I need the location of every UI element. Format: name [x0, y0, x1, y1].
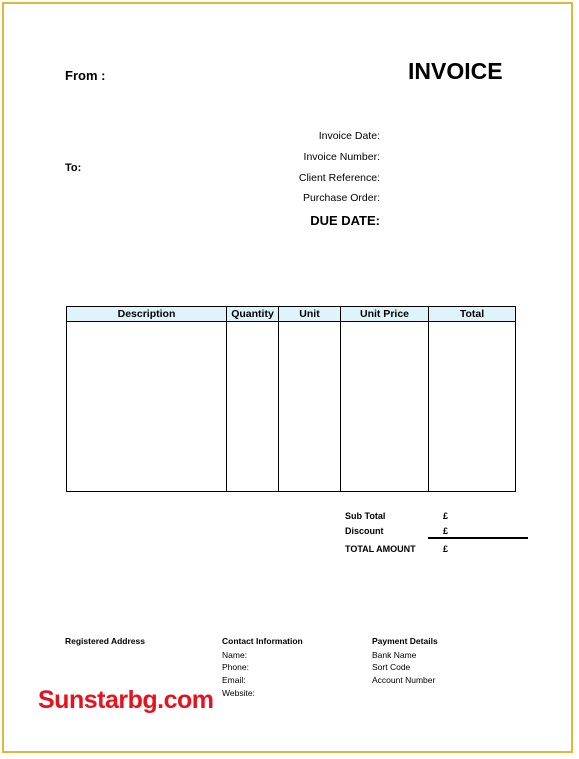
invoice-date-label: Invoice Date: [318, 130, 380, 142]
total-cell[interactable] [429, 322, 516, 492]
payment-details-heading: Payment Details [372, 636, 438, 646]
invoice-title: INVOICE [408, 58, 503, 84]
column-header-unit-price: Unit Price [341, 307, 429, 322]
contact-information-heading: Contact Information [222, 636, 303, 646]
column-header-quantity: Quantity [227, 307, 279, 322]
account-number-label: Account Number [372, 675, 436, 685]
quantity-cell[interactable] [227, 322, 279, 492]
discount-currency: £ [443, 526, 449, 536]
total-amount-label: TOTAL AMOUNT [345, 544, 416, 554]
from-label: From : [65, 68, 106, 83]
to-label: To: [65, 162, 82, 174]
contact-email-label: Email: [222, 675, 246, 685]
column-header-unit: Unit [279, 307, 341, 322]
purchase-order-label: Purchase Order: [302, 192, 380, 204]
column-header-total: Total [429, 307, 516, 322]
sub-total-label: Sub Total [345, 511, 386, 521]
due-date-label: DUE DATE: [310, 213, 380, 228]
contact-name-label: Name: [222, 650, 248, 660]
registered-address-heading: Registered Address [65, 636, 145, 646]
totals-divider [428, 537, 528, 539]
bank-name-label: Bank Name [372, 650, 417, 660]
sort-code-label: Sort Code [372, 662, 411, 672]
sub-total-currency: £ [443, 511, 449, 521]
total-amount-currency: £ [443, 544, 449, 554]
table-row [67, 322, 516, 492]
description-cell[interactable] [67, 322, 227, 492]
invoice-number-label: Invoice Number: [303, 151, 380, 163]
unit-cell[interactable] [279, 322, 341, 492]
client-reference-label: Client Reference: [298, 172, 380, 184]
contact-phone-label: Phone: [222, 662, 249, 672]
table-header-row [67, 307, 516, 322]
watermark: Sunstarbg.com [38, 686, 214, 714]
contact-website-label: Website: [222, 688, 255, 698]
line-items-table [66, 306, 516, 492]
column-header-description: Description [67, 307, 227, 322]
unit-price-cell[interactable] [341, 322, 429, 492]
discount-label: Discount [345, 526, 384, 536]
